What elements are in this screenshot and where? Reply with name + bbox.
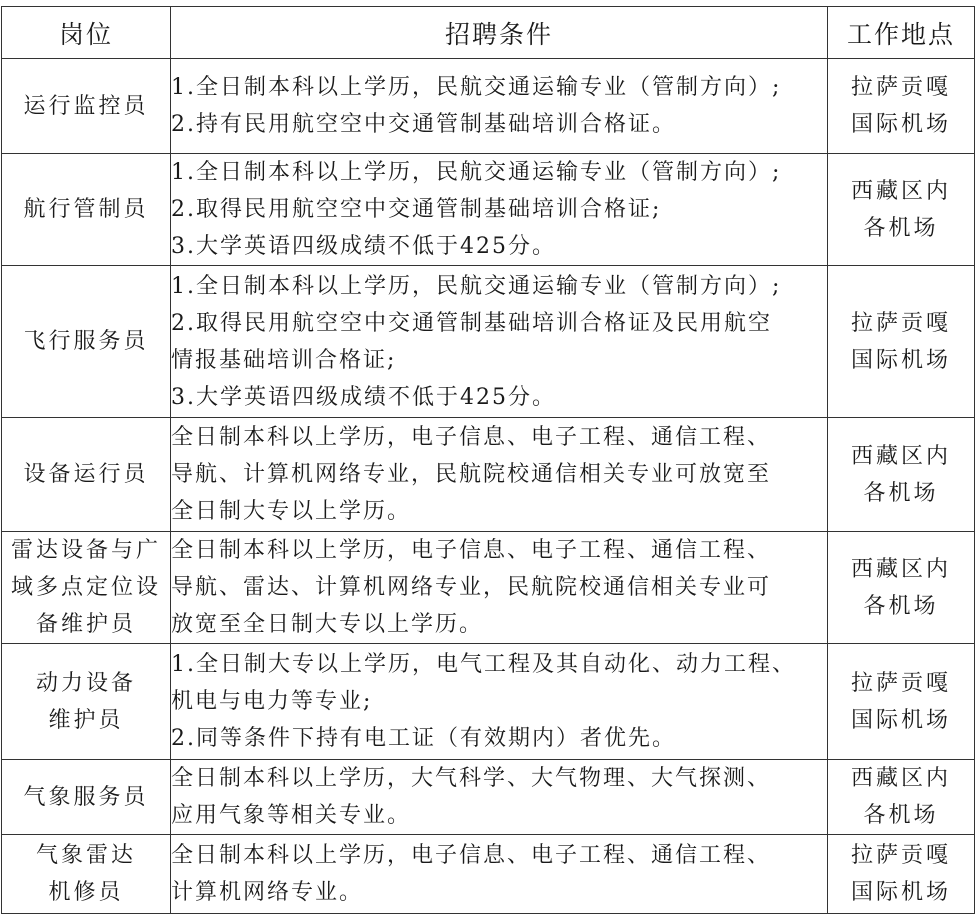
requirement-line: 1.全日制大专以上学历，电气工程及其自动化、动力工程、 [171, 652, 796, 677]
requirement-line: 3.大学英语四级成绩不低于425分。 [171, 234, 556, 259]
post-name-line: 设备运行员 [23, 462, 149, 487]
table-row [2, 835, 975, 914]
post-name-line: 动力设备 [35, 670, 136, 696]
requirement-line: 2.取得民用航空空中交通管制基础培训合格证及民用航空 [171, 310, 772, 336]
requirement-line: 全日制大专以上学历。 [171, 499, 412, 524]
location-cell [828, 644, 975, 760]
table-row [2, 266, 975, 418]
requirements-cell [171, 418, 828, 532]
requirements-cell [171, 532, 828, 644]
requirement-line: 1.全日制本科以上学历，民航交通运输专业（管制方向）; [171, 160, 782, 185]
post-name-line: 气象服务员 [23, 784, 149, 810]
requirement-line: 全日制本科以上学历，大气科学、大气物理、大气探测、 [171, 766, 772, 791]
requirements-cell [171, 154, 828, 266]
location-cell [828, 835, 975, 914]
requirements-cell [171, 644, 828, 760]
location-line: 西藏区内 [850, 766, 951, 791]
requirement-line: 机电与电力等专业; [171, 689, 373, 714]
requirement-line: 全日制本科以上学历，电子信息、电子工程、通信工程、 [171, 425, 772, 450]
requirements-cell [171, 760, 828, 835]
header-requirements: 招聘条件 [171, 7, 828, 59]
post-name-line: 气象雷达 [35, 843, 136, 868]
post-name-cell [2, 644, 171, 760]
location-line: 各机场 [863, 593, 939, 619]
table-row [2, 418, 975, 532]
requirement-line: 应用气象等相关专业。 [171, 803, 412, 828]
location-line: 各机场 [863, 215, 939, 241]
location-cell [828, 266, 975, 418]
post-name-line: 运行监控员 [23, 93, 149, 119]
requirement-line: 1.全日制本科以上学历，民航交通运输专业（管制方向）; [171, 273, 782, 299]
table-header-row [2, 7, 975, 59]
table-row [2, 154, 975, 266]
requirement-line: 导航、雷达、计算机网络专业，民航院校通信相关专业可 [171, 575, 772, 600]
recruitment-table [1, 6, 975, 914]
requirements-cell [171, 835, 828, 914]
location-line: 拉萨贡嘎 [850, 670, 951, 696]
requirement-line: 2.取得民用航空空中交通管制基础培训合格证; [171, 197, 662, 222]
header-location: 工作地点 [828, 7, 975, 59]
location-line: 国际机场 [850, 880, 951, 905]
location-line: 各机场 [863, 803, 939, 828]
requirement-line: 全日制本科以上学历，电子信息、电子工程、通信工程、 [171, 538, 772, 563]
post-name-cell [2, 532, 171, 644]
post-name-line: 飞行服务员 [23, 329, 149, 354]
table-row [2, 760, 975, 835]
location-line: 各机场 [863, 480, 939, 506]
post-name-line: 雷达设备与广 [10, 538, 161, 563]
location-line: 国际机场 [850, 707, 951, 733]
location-line: 拉萨贡嘎 [850, 75, 951, 100]
requirement-line: 情报基础培训合格证; [171, 347, 397, 373]
location-line: 拉萨贡嘎 [850, 310, 951, 336]
requirement-line: 1.全日制本科以上学历，民航交通运输专业（管制方向）; [171, 75, 782, 100]
post-name-line: 航行管制员 [23, 197, 149, 222]
location-line: 拉萨贡嘎 [850, 843, 951, 868]
location-cell [828, 418, 975, 532]
location-line: 西藏区内 [850, 443, 951, 469]
requirement-line: 全日制本科以上学历，电子信息、电子工程、通信工程、 [171, 843, 772, 868]
post-name-cell [2, 418, 171, 532]
post-name-cell [2, 59, 171, 154]
table-body [2, 59, 975, 914]
location-line: 西藏区内 [850, 556, 951, 582]
post-name-cell [2, 760, 171, 835]
post-name-line: 维护员 [48, 707, 124, 733]
table-row [2, 644, 975, 760]
table-row [2, 59, 975, 154]
location-cell [828, 760, 975, 835]
requirements-cell [171, 59, 828, 154]
requirement-line: 2.同等条件下持有电工证（有效期内）者优先。 [171, 726, 676, 751]
post-name-line: 域多点定位设 [10, 575, 161, 600]
post-name-cell [2, 154, 171, 266]
post-name-cell [2, 835, 171, 914]
post-name-line: 备维护员 [35, 612, 136, 637]
header-post: 岗位 [2, 7, 171, 59]
requirement-line: 2.持有民用航空空中交通管制基础培训合格证。 [171, 112, 676, 137]
requirements-cell [171, 266, 828, 418]
requirement-line: 放宽至全日制大专以上学历。 [171, 612, 484, 637]
location-line: 国际机场 [850, 347, 951, 373]
location-cell [828, 154, 975, 266]
table-row [2, 532, 975, 644]
post-name-line: 机修员 [48, 880, 124, 905]
location-line: 西藏区内 [850, 178, 951, 204]
requirement-line: 导航、计算机网络专业，民航院校通信相关专业可放宽至 [171, 462, 772, 487]
location-line: 国际机场 [850, 112, 951, 137]
post-name-cell [2, 266, 171, 418]
location-cell [828, 532, 975, 644]
location-cell [828, 59, 975, 154]
requirement-line: 3.大学英语四级成绩不低于425分。 [171, 384, 556, 410]
requirement-line: 计算机网络专业。 [171, 880, 364, 905]
